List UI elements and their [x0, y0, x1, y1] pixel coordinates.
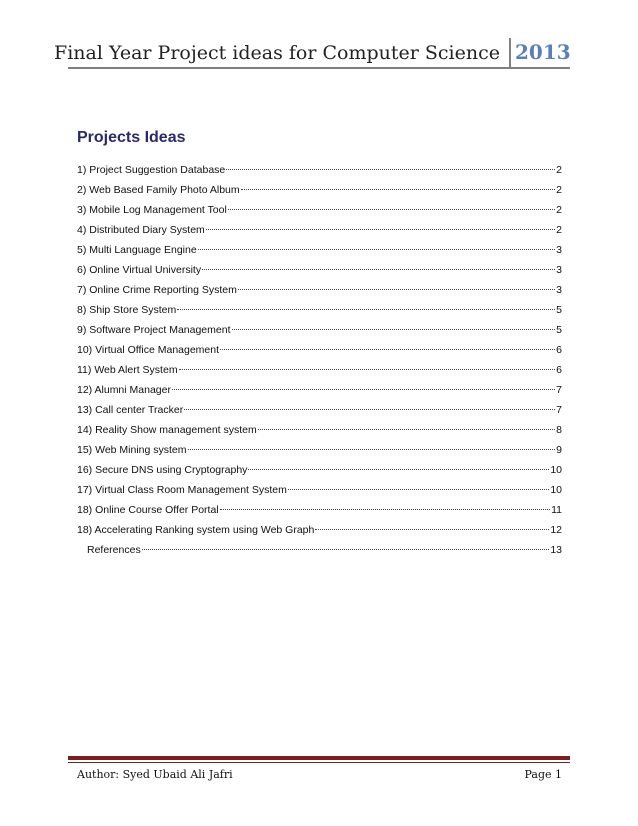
toc-entry-page: 11 — [551, 504, 562, 516]
dot-leader — [228, 209, 555, 210]
toc-entry[interactable] — [77, 260, 562, 280]
toc-entry-label: 17) Virtual Class Room Management System — [77, 484, 287, 496]
dot-leader — [220, 349, 555, 350]
toc-entry-page: 3 — [556, 284, 562, 296]
toc-entry-page: 10 — [550, 464, 562, 476]
toc-entry-page: 5 — [556, 324, 562, 336]
toc-entry-page: 9 — [556, 444, 562, 456]
toc-entry[interactable] — [77, 420, 562, 440]
toc-entry-page: 3 — [556, 264, 562, 276]
dot-leader — [288, 489, 549, 490]
dot-leader — [232, 329, 556, 330]
document-title: Final Year Project ideas for Computer Science — [54, 42, 500, 64]
toc-entry-label: 11) Web Alert System — [77, 364, 178, 376]
toc-entry-page: 2 — [556, 204, 562, 216]
dot-leader — [179, 369, 556, 370]
toc-entry-page: 6 — [556, 344, 562, 356]
footer-page-number: Page 1 — [524, 768, 562, 781]
toc-entry-label: 18) Online Course Offer Portal — [77, 504, 219, 516]
dot-leader — [258, 429, 555, 430]
toc-entry[interactable] — [77, 360, 562, 380]
toc-entry-label: 13) Call center Tracker — [77, 404, 184, 416]
toc-entry-page: 10 — [550, 484, 562, 496]
dot-leader — [206, 229, 555, 230]
footer-divider-thick — [68, 756, 570, 760]
toc-entry-label: 16) Secure DNS using Cryptography — [77, 464, 248, 476]
toc-entry-label: 7) Online Crime Reporting System — [77, 284, 237, 296]
toc-entry-label: 8) Ship Store System — [77, 304, 177, 316]
toc-entry-label: 6) Online Virtual University — [77, 264, 202, 276]
toc-entry[interactable] — [77, 340, 562, 360]
toc-entry[interactable] — [77, 500, 562, 520]
toc-entry-page: 2 — [556, 164, 562, 176]
toc-entry-label: 4) Distributed Diary System — [77, 224, 205, 236]
header-divider — [68, 67, 570, 69]
toc-entry-page: 7 — [556, 384, 562, 396]
dot-leader — [202, 269, 555, 270]
toc-entry-label: 1) Project Suggestion Database — [77, 164, 226, 176]
toc-entry-label: 9) Software Project Management — [77, 324, 231, 336]
toc-heading: Projects Ideas — [77, 129, 186, 146]
toc-entry-page: 7 — [556, 404, 562, 416]
toc-entry[interactable] — [77, 280, 562, 300]
toc-entry[interactable] — [77, 180, 562, 200]
toc-entry-page: 6 — [556, 364, 562, 376]
toc-entry[interactable] — [77, 460, 562, 480]
toc-entry[interactable] — [77, 220, 562, 240]
dot-leader — [198, 249, 555, 250]
table-of-contents — [77, 160, 562, 560]
toc-entry[interactable] — [77, 160, 562, 180]
toc-entry-page: 8 — [556, 424, 562, 436]
toc-entry-page: 2 — [556, 224, 562, 236]
toc-entry[interactable] — [77, 240, 562, 260]
toc-entry-page: 5 — [556, 304, 562, 316]
page-header — [54, 38, 571, 68]
dot-leader — [248, 469, 549, 470]
toc-entry[interactable] — [77, 320, 562, 340]
dot-leader — [188, 449, 556, 450]
header-separator — [509, 38, 511, 69]
document-year: 2013 — [515, 40, 571, 64]
toc-entry-label: 18) Accelerating Ranking system using Web Graph — [77, 524, 315, 536]
dot-leader — [226, 169, 555, 170]
dot-leader — [172, 389, 555, 390]
toc-entry-label: 2) Web Based Family Photo Album — [77, 184, 240, 196]
toc-entry[interactable] — [77, 380, 562, 400]
toc-entry-references[interactable] — [77, 540, 562, 560]
toc-entry-label: 15) Web Mining system — [77, 444, 187, 456]
toc-entry[interactable] — [77, 480, 562, 500]
dot-leader — [315, 529, 549, 530]
toc-entry-label: References — [87, 544, 141, 556]
toc-entry[interactable] — [77, 440, 562, 460]
toc-entry-page: 12 — [550, 524, 562, 536]
dot-leader — [241, 189, 556, 190]
toc-entry-page: 3 — [556, 244, 562, 256]
toc-entry[interactable] — [77, 300, 562, 320]
toc-entry-label: 3) Mobile Log Management Tool — [77, 204, 227, 216]
toc-entry-label: 5) Multi Language Engine — [77, 244, 197, 256]
toc-entry[interactable] — [77, 400, 562, 420]
dot-leader — [220, 509, 550, 510]
footer-author: Author: Syed Ubaid Ali Jafri — [77, 768, 233, 781]
dot-leader — [142, 549, 550, 550]
toc-entry[interactable] — [77, 200, 562, 220]
dot-leader — [184, 409, 555, 410]
toc-entry-page: 2 — [556, 184, 562, 196]
dot-leader — [238, 289, 555, 290]
toc-entry-label: 12) Alumni Manager — [77, 384, 171, 396]
toc-entry-label: 10) Virtual Office Management — [77, 344, 220, 356]
toc-entry[interactable] — [77, 520, 562, 540]
toc-entry-label: 14) Reality Show management system — [77, 424, 257, 436]
footer-divider-thin — [68, 762, 570, 763]
toc-entry-page: 13 — [550, 544, 562, 556]
dot-leader — [177, 309, 555, 310]
